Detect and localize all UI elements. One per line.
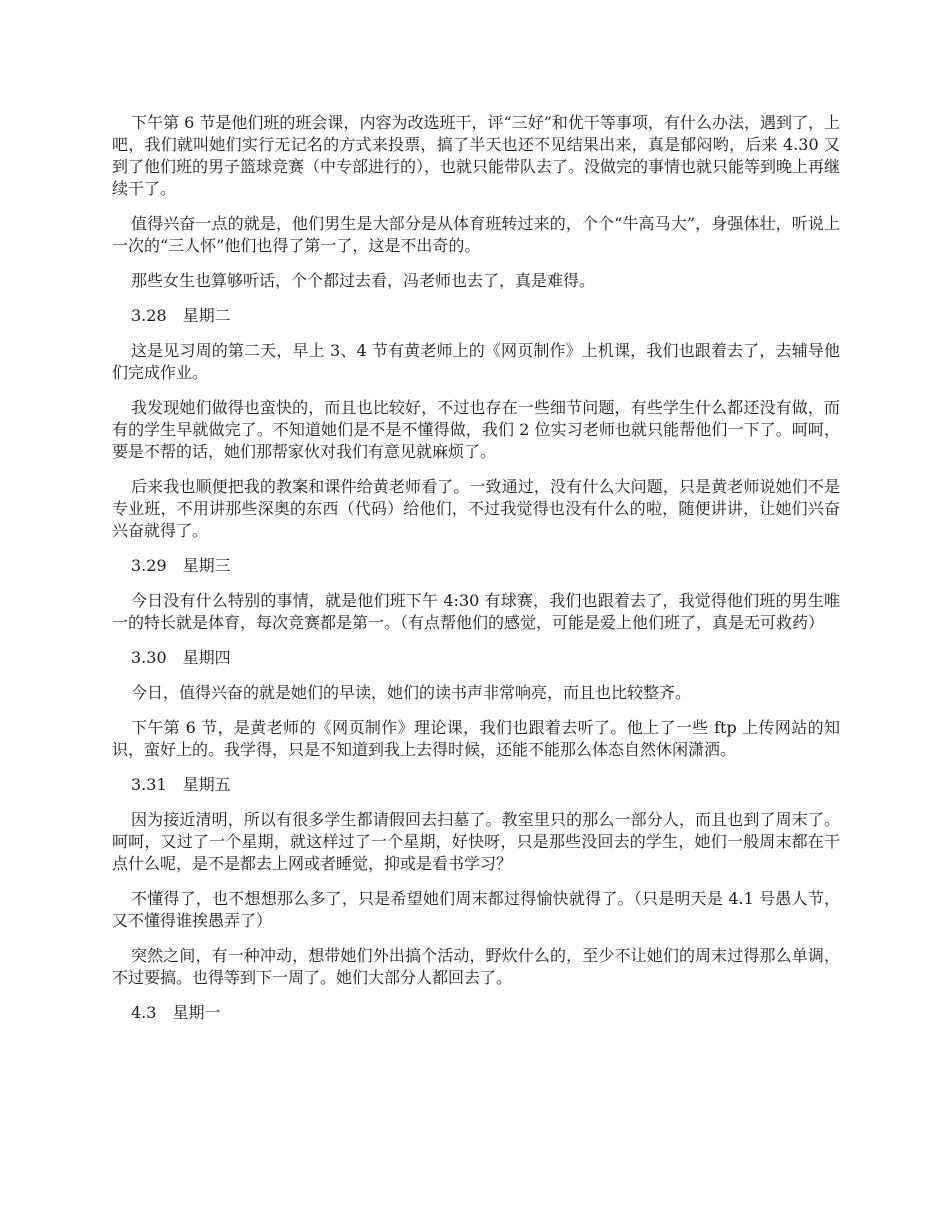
- paragraph: 这是见习周的第二天，早上 3、4 节有黄老师上的《网页制作》上机课，我们也跟着去了，去辅导他们完成作业。: [112, 341, 840, 382]
- paragraph: 不懂得了，也不想想那么多了，只是希望她们周末都过得愉快就得了。（只是明天是 4.1 号愚人节，又不懂得谁挨愚弄了）: [112, 889, 840, 930]
- paragraph: 后来我也顺便把我的教案和课件给黄老师看了。一致通过，没有什么大问题，只是黄老师说她们不是专业班，不用讲那些深奥的东西（代码）给他们，不过我觉得也没有什么的啦，随便讲讲，让她们兴奋兴奋就得了。: [112, 477, 840, 540]
- date-heading: 3.30 星期四: [131, 648, 231, 667]
- paragraph: 我发现她们做得也蛮快的，而且也比较好，不过也存在一些细节问题，有些学生什么都还没有做，而有的学生早就做完了。不知道她们是不是不懂得做，我们 2 位实习老师也就只能帮他们一下了。呵呵，要是不帮的话，她们那帮家伙对我们有意见就麻烦了。: [112, 398, 840, 461]
- paragraph: 下午第 6 节，是黄老师的《网页制作》理论课，我们也跟着去听了。他上了一些 ftp 上传网站的知识，蛮好上的。我学得，只是不知道到我上去得时候，还能不能那么体态自然休闲潇洒。: [112, 718, 840, 759]
- paragraph: 今日没有什么特别的事情，就是他们班下午 4:30 有球赛，我们也跟着去了，我觉得他们班的男生唯一的特长就是体育，每次竞赛都是第一。（有点帮他们的感觉，可能是爱上他们班了，真是无可救药）: [112, 591, 840, 632]
- paragraph: 那些女生也算够听话，个个都过去看，冯老师也去了，真是难得。: [131, 271, 596, 290]
- paragraph: 值得兴奋一点的就是，他们男生是大部分是从体育班转过来的，个个“牛高马大”，身强体壮，听说上一次的“三人怀”他们也得了第一了，这是不出奇的。: [112, 214, 840, 255]
- paragraph: 因为接近清明，所以有很多学生都请假回去扫墓了。教室里只的那么一部分人，而且也到了周末了。呵呵，又过了一个星期，就这样过了一个星期，好快呀，只是那些没回去的学生，她们一般周末都在干点什么呢，是不是都去上网或者睡觉，抑或是看书学习？: [112, 810, 840, 873]
- paragraph: 下午第 6 节是他们班的班会课，内容为改选班干，评“三好”和优干等事项，有什么办法，遇到了，上吧，我们就叫她们实行无记名的方式来投票，搞了半天也还不见结果出来，真是郁闷哟，后来 4.30 又到了他们班的男子篮球竞赛（中专部进行的），也就只能带队去了。没做完的事情也就只能等到晚上再继续干了。: [112, 113, 841, 198]
- paragraph: 今日，值得兴奋的就是她们的早读，她们的读书声非常响亮，而且也比较整齐。: [131, 683, 692, 702]
- date-heading: 3.31 星期五: [131, 775, 231, 794]
- date-heading: 3.29 星期三: [131, 556, 231, 575]
- date-heading: 4.3 星期一: [131, 1003, 221, 1022]
- date-heading: 3.28 星期二: [131, 306, 231, 325]
- paragraph: 突然之间，有一种冲动，想带她们外出搞个活动，野炊什么的，至少不让她们的周末过得那么单调，不过要搞。也得等到下一周了。她们大部分人都回去了。: [112, 946, 840, 987]
- document-body: [112, 112, 840, 1037]
